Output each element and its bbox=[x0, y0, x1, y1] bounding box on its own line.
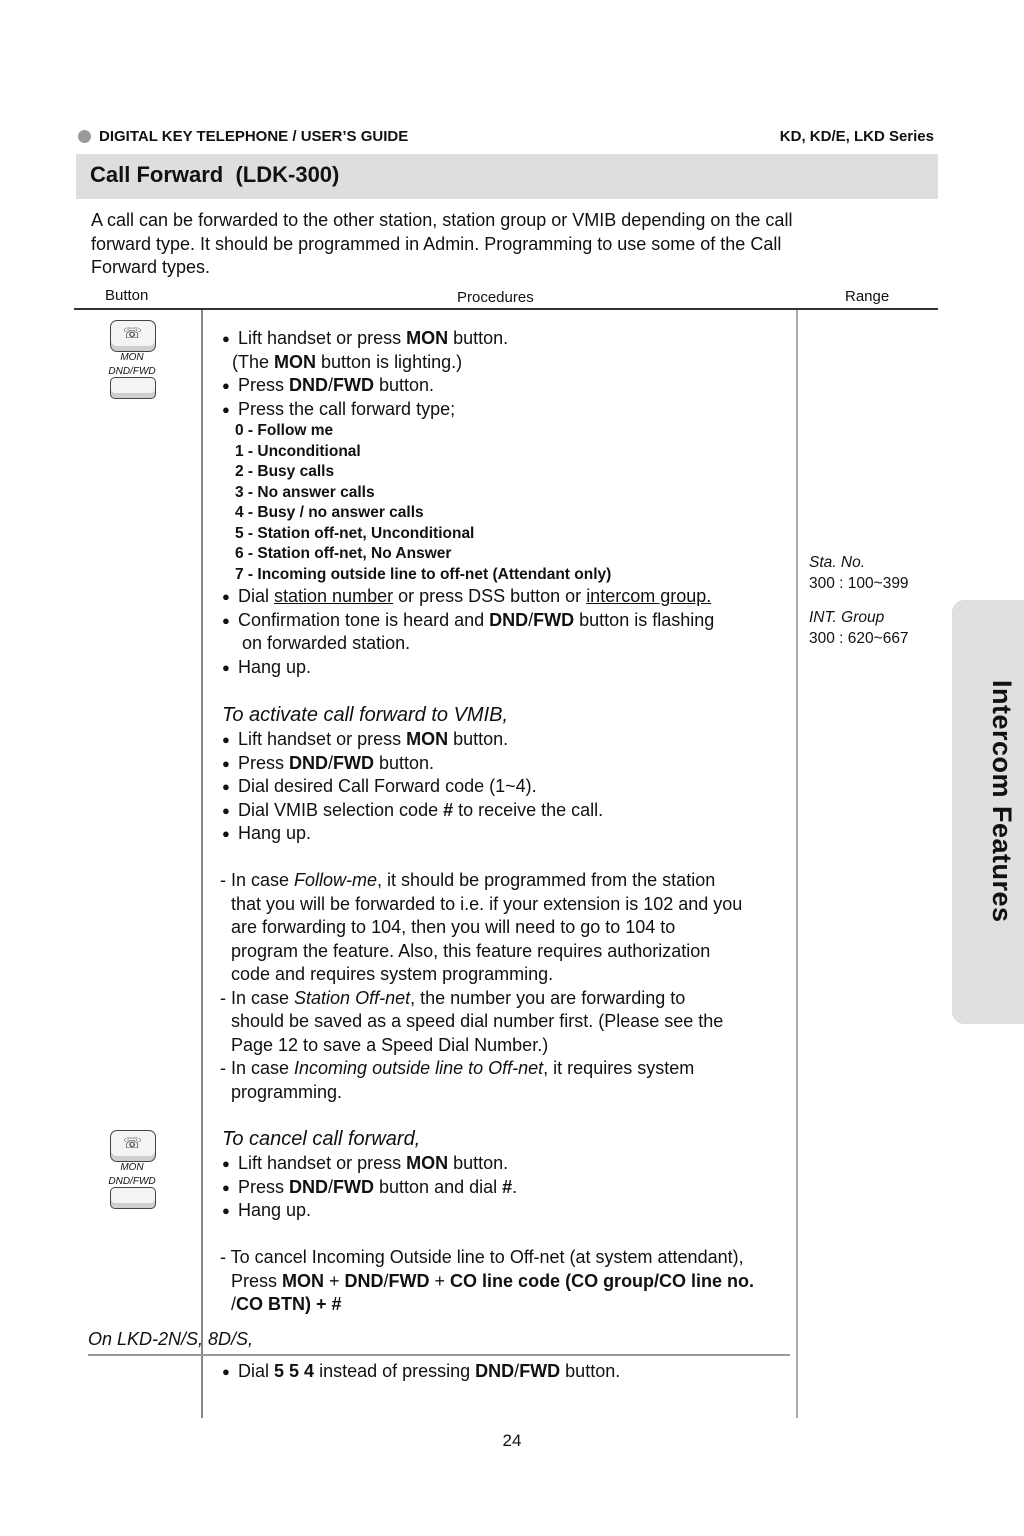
note-line: Page 12 to save a Speed Dial Number.) bbox=[231, 1034, 549, 1055]
cancel-notes bbox=[220, 1246, 754, 1317]
intro-paragraph bbox=[91, 209, 891, 280]
bullet-icon: ● bbox=[222, 378, 230, 393]
series-label: KD, KD/E, LKD Series bbox=[779, 128, 934, 145]
bullet-icon: ● bbox=[222, 755, 230, 771]
step-note: on forwarded station. bbox=[242, 633, 411, 653]
range-group-label: INT. Group bbox=[809, 609, 885, 626]
intro-line: A call can be forwarded to the other station, station group or VMIB depending on the call bbox=[91, 210, 793, 230]
mon-key-icon bbox=[110, 1130, 156, 1162]
range-station bbox=[809, 552, 909, 594]
cancel-note-line: Press MON + DND/FWD + CO line code (CO group/CO line no. bbox=[231, 1270, 755, 1291]
cancel-step: ● Hang up. bbox=[222, 1199, 517, 1223]
cancel-section bbox=[222, 1126, 517, 1223]
bullet-icon: ● bbox=[222, 732, 230, 747]
forward-type-item: 1 - Unconditional bbox=[235, 442, 361, 460]
vmib-step: ● Hang up. bbox=[222, 822, 603, 846]
column-header-button: Button bbox=[105, 287, 149, 304]
bullet-icon: ● bbox=[222, 826, 230, 841]
button-icons-group bbox=[102, 320, 162, 399]
column-header-procedures: Procedures bbox=[457, 289, 534, 306]
forward-type-item: 0 - Follow me bbox=[235, 422, 334, 439]
range-station-value: 300 : 100~399 bbox=[809, 575, 909, 592]
mon-key-icon bbox=[110, 320, 156, 352]
table-top-rule bbox=[74, 308, 938, 310]
section-title: Call Forward (LDK-300) bbox=[90, 162, 340, 187]
step-confirmation: ● Confirmation tone is heard and DND/FWD button is flashing bbox=[222, 609, 714, 633]
note-line: should be saved as a speed dial number first. (Please see the bbox=[231, 1011, 724, 1031]
bullet-dot-icon bbox=[78, 130, 91, 143]
cancel-heading: To cancel call forward, bbox=[222, 1128, 421, 1150]
bullet-icon: ● bbox=[222, 331, 230, 346]
handset-icon: ☏ bbox=[123, 1135, 142, 1152]
forward-type-item: 4 - Busy / no answer calls bbox=[235, 504, 424, 521]
vmib-step: ● Dial VMIB selection code # to receive the call. bbox=[222, 799, 603, 823]
lkd-model-label: On LKD-2N/S, 8D/S, bbox=[88, 1329, 254, 1349]
intro-line: forward type. It should be programmed in Admin. Programming to use some of the Call bbox=[91, 233, 782, 254]
forward-type-item: 5 - Station off-net, Unconditional bbox=[235, 524, 475, 542]
bullet-icon: ● bbox=[222, 401, 230, 417]
range-intercom-group bbox=[809, 607, 909, 649]
column-header-range: Range bbox=[845, 288, 890, 305]
page-number: 24 bbox=[502, 1431, 522, 1450]
intro-line: Forward types. bbox=[91, 257, 211, 277]
bullet-icon: ● bbox=[222, 1156, 230, 1171]
cancel-step: ● Press DND/FWD button and dial #. bbox=[222, 1176, 517, 1200]
bullet-icon: ● bbox=[222, 659, 230, 675]
guide-header bbox=[78, 128, 408, 145]
bullet-icon: ● bbox=[222, 1364, 230, 1379]
vmib-section bbox=[222, 702, 603, 846]
note-line: are forwarding to 104, then you will need to go to 104 to bbox=[231, 917, 676, 937]
cancel-note-line: - To cancel Incoming Outside line to Off-net (at system attendant), bbox=[220, 1247, 744, 1267]
step-dial-station: ● Dial station number or press DSS button or intercom group. bbox=[222, 585, 714, 609]
dnd-fwd-key-icon bbox=[110, 377, 156, 399]
range-group-value: 300 : 620~667 bbox=[809, 630, 909, 647]
column-divider-left bbox=[201, 310, 203, 1418]
handset-icon: ☏ bbox=[123, 325, 142, 342]
forward-type-item: 2 - Busy calls bbox=[235, 463, 335, 480]
bullet-icon: ● bbox=[222, 1179, 230, 1195]
bullet-icon: ● bbox=[222, 779, 230, 794]
note-line: programming. bbox=[231, 1081, 343, 1102]
column-divider-right bbox=[796, 310, 798, 1418]
bullet-icon: ● bbox=[222, 1203, 230, 1218]
range-station-label: Sta. No. bbox=[809, 554, 865, 571]
step-press-type: ● Press the call forward type; bbox=[222, 398, 714, 422]
vmib-step: ● Lift handset or press MON button. bbox=[222, 728, 603, 752]
bullet-icon: ● bbox=[222, 612, 230, 628]
button-icons-group bbox=[102, 1130, 162, 1209]
step-note: (The MON button is lighting.) bbox=[232, 351, 463, 372]
step-press-dnd: ● Press DND/FWD button. bbox=[222, 374, 714, 398]
notes-section bbox=[220, 869, 742, 1104]
bullet-icon: ● bbox=[222, 589, 230, 604]
note-line: program the feature. Also, this feature requires authorization bbox=[231, 940, 711, 961]
note-line: code and requires system programming. bbox=[231, 964, 554, 984]
note-station-off-net: - In case Station Off-net, the number you are forwarding to bbox=[220, 987, 686, 1008]
guide-title: DIGITAL KEY TELEPHONE / USER’S GUIDE bbox=[99, 128, 409, 145]
lkd-divider bbox=[88, 1354, 790, 1356]
dnd-key-label: DND/FWD bbox=[108, 366, 156, 377]
step-lift-handset: ● Lift handset or press MON button. bbox=[222, 327, 714, 351]
step-hang-up: ● Hang up. bbox=[222, 656, 714, 680]
dnd-fwd-key-icon bbox=[110, 1187, 156, 1209]
vmib-step: ● Press DND/FWD button. bbox=[222, 752, 603, 776]
side-tab-label: Intercom Features bbox=[987, 680, 1017, 923]
mon-key-label: MON bbox=[120, 352, 144, 363]
vmib-heading: To activate call forward to VMIB, bbox=[222, 704, 509, 726]
forward-type-item: 3 - No answer calls bbox=[235, 483, 375, 501]
vmib-step: ● Dial desired Call Forward code (1~4). bbox=[222, 775, 603, 799]
cancel-note-line: /CO BTN) + # bbox=[231, 1294, 342, 1314]
note-line: that you will be forwarded to i.e. if your extension is 102 and you bbox=[231, 893, 743, 914]
dnd-key-label: DND/FWD bbox=[108, 1176, 156, 1187]
forward-type-item: 7 - Incoming outside line to off-net (Attendant only) bbox=[235, 565, 612, 583]
note-incoming-off-net: - In case Incoming outside line to Off-net, it requires system bbox=[220, 1058, 695, 1078]
bullet-icon: ● bbox=[222, 802, 230, 818]
cancel-step: ● Lift handset or press MON button. bbox=[222, 1152, 517, 1176]
mon-key-label: MON bbox=[120, 1162, 144, 1173]
lkd-step: ● Dial 5 5 4 instead of pressing DND/FWD button. bbox=[222, 1360, 620, 1384]
note-follow-me: - In case Follow-me, it should be programmed from the station bbox=[220, 870, 716, 890]
procedure-steps bbox=[222, 327, 714, 679]
forward-type-item: 6 - Station off-net, No Answer bbox=[235, 545, 452, 562]
forward-type-list bbox=[222, 421, 714, 585]
